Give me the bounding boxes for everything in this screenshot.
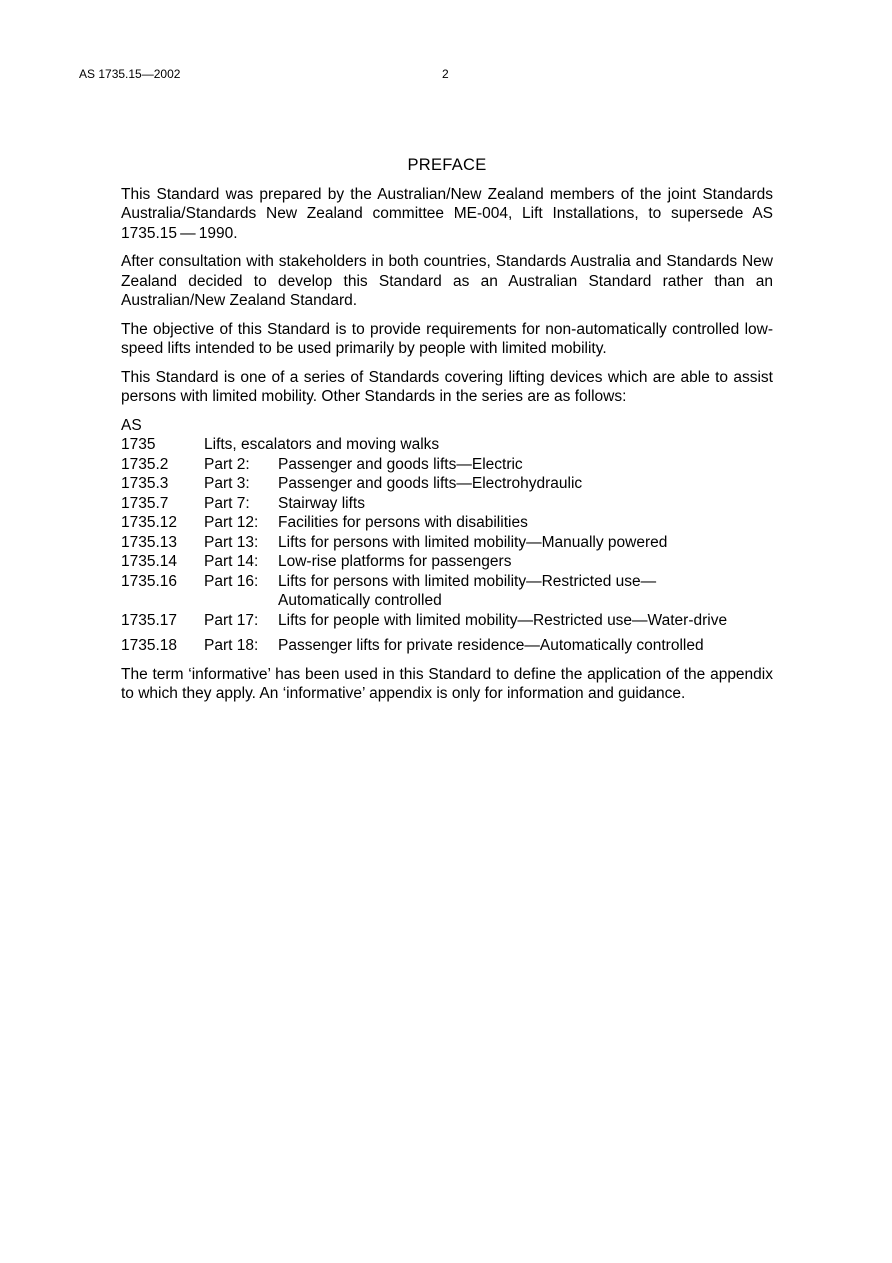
- standard-title: Lifts, escalators and moving walks: [204, 436, 440, 453]
- standard-row: [121, 611, 773, 631]
- standard-row: [121, 435, 773, 455]
- standard-row: [121, 572, 773, 611]
- standard-number: 1735.3: [121, 475, 169, 492]
- preface-paragraph: After consultation with stakeholders in both countries, Standards Australia and Standards New Zealand decided to develop this Standard as an Australian Standard rather than an Australian/New Zealand Standard.: [121, 253, 773, 309]
- standard-title: Low-rise platforms for passengers: [278, 553, 512, 570]
- preface-paragraph: The objective of this Standard is to provide requirements for non-automatically controlled low-speed lifts intended to be used primarily by people with limited mobility.: [121, 320, 773, 357]
- standard-number: 1735.14: [121, 553, 178, 570]
- preface-title: PREFACE: [407, 156, 487, 174]
- standard-title: Facilities for persons with disabilities: [278, 514, 528, 531]
- standard-title: Passenger and goods lifts—Electric: [278, 455, 523, 473]
- standard-part: Part 18:: [204, 637, 259, 654]
- preface-paragraph: This Standard was prepared by the Australian/New Zealand members of the joint Standards Australia/Standards New Zealand committee ME-004, Lift Installations, to supersede AS 1735.15 — 1990.: [121, 185, 773, 242]
- standard-designation: AS 1735.15—2002: [79, 67, 181, 81]
- standard-number: 1735.17: [121, 611, 178, 629]
- standard-number: 1735.7: [121, 494, 169, 512]
- standard-row: [121, 455, 773, 475]
- standard-part: Part 3:: [204, 475, 250, 492]
- preface-paragraph: This Standard is one of a series of Standards covering lifting devices which are able to assist persons with limited mobility. Other Standards in the series are as follows:: [121, 368, 773, 405]
- standard-number: 1735.16: [121, 572, 178, 590]
- standard-title: Passenger lifts for private residence—Automatically controlled: [278, 637, 704, 654]
- standards-list: [121, 435, 773, 656]
- standard-part: Part 12:: [204, 514, 259, 531]
- standard-title: Lifts for persons with limited mobility—Restricted use— Automatically controlled: [278, 572, 657, 609]
- standards-list-heading: AS: [121, 416, 142, 434]
- standard-title: Lifts for persons with limited mobility—Manually powered: [278, 533, 668, 551]
- page-header: [79, 67, 813, 83]
- standard-title: Stairway lifts: [278, 494, 365, 512]
- standard-part: Part 2:: [204, 455, 250, 473]
- page-number: 2: [442, 67, 449, 81]
- standard-part: Part 7:: [204, 494, 250, 512]
- standard-title: Lifts for people with limited mobility—Restricted use—Water-drive: [278, 611, 728, 629]
- standard-row: [121, 494, 773, 514]
- standard-number: 1735.18: [121, 637, 178, 654]
- standard-number: 1735.2: [121, 455, 169, 473]
- standard-row: [121, 533, 773, 553]
- standard-part: Part 13:: [204, 533, 259, 551]
- standard-row: [121, 474, 773, 494]
- preface-section: [121, 156, 773, 713]
- standard-part: Part 14:: [204, 553, 259, 570]
- standard-number: 1735: [121, 436, 156, 453]
- standard-part: Part 16:: [204, 572, 259, 590]
- closing-paragraph: The term ‘informative’ has been used in this Standard to define the application of the appendix to which they apply. An ‘informative’ appendix is only for information and guidance.: [121, 665, 773, 702]
- standard-row: [121, 636, 773, 656]
- standard-title: Passenger and goods lifts—Electrohydraulic: [278, 475, 583, 492]
- standard-number: 1735.12: [121, 514, 178, 531]
- standard-row: [121, 552, 773, 572]
- standard-row: [121, 513, 773, 533]
- standard-part: Part 17:: [204, 611, 259, 629]
- standard-number: 1735.13: [121, 533, 178, 551]
